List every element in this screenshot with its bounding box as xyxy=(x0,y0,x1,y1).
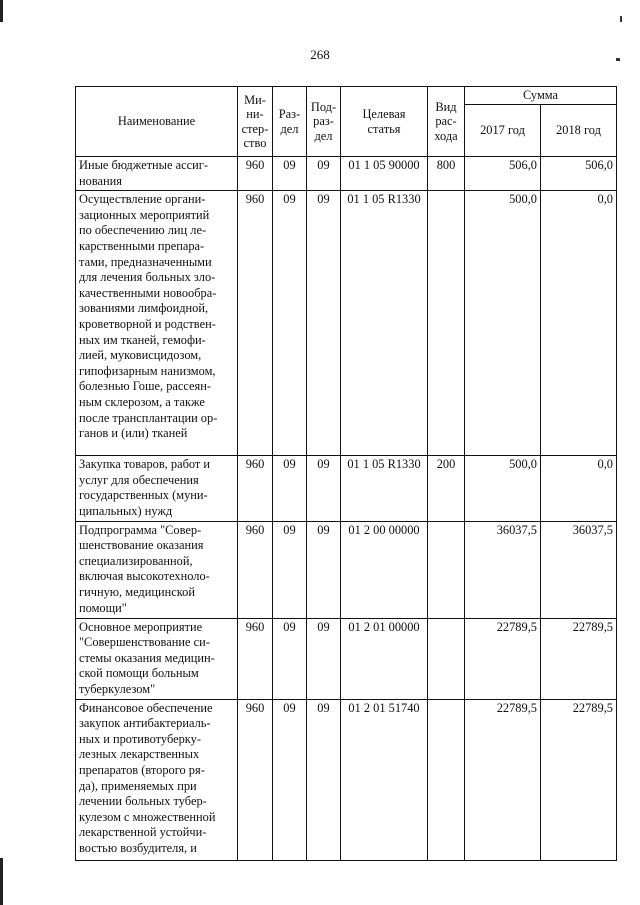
header-section: Раз- дел xyxy=(273,87,307,157)
subsection-cell: 09 xyxy=(307,191,341,456)
ministry-cell: 960 xyxy=(238,618,273,699)
expense-type-cell xyxy=(428,699,465,860)
expense-type-cell xyxy=(428,618,465,699)
expense-type-cell xyxy=(428,521,465,618)
ministry-cell: 960 xyxy=(238,521,273,618)
header-year-2017: 2017 год xyxy=(465,105,541,157)
sum-2018-cell: 22789,5 xyxy=(541,618,617,699)
sum-2017-cell: 22789,5 xyxy=(465,699,541,860)
sum-2017-cell: 500,0 xyxy=(465,191,541,456)
target-article-cell: 01 2 01 00000 xyxy=(341,618,428,699)
subsection-cell: 09 xyxy=(307,456,341,521)
subsection-cell: 09 xyxy=(307,521,341,618)
scan-speck xyxy=(620,16,622,22)
row-name-cell: Закупка товаров, работ и услуг для обеспечения государственных (муни- ципальных) нужд xyxy=(76,456,238,521)
header-subsection: Под- раз- дел xyxy=(307,87,341,157)
table-row xyxy=(76,699,617,860)
section-cell: 09 xyxy=(273,191,307,456)
table-row xyxy=(76,521,617,618)
section-cell: 09 xyxy=(273,521,307,618)
ministry-cell: 960 xyxy=(238,191,273,456)
target-article-cell: 01 1 05 R1330 xyxy=(341,456,428,521)
row-name-cell: Подпрограмма "Совер- шенствование оказания специализированной, включая высокотехноло- гичную, медицинской помощи" xyxy=(76,521,238,618)
subsection-cell: 09 xyxy=(307,699,341,860)
sum-2018-cell: 0,0 xyxy=(541,191,617,456)
sum-2017-cell: 500,0 xyxy=(465,456,541,521)
sum-2018-cell: 36037,5 xyxy=(541,521,617,618)
row-name-cell: Финансовое обеспечение закупок антибактериаль- ных и противотуберку- лезных лекарственных препаратов (второго ря- да), применяемых при лечении больных тубер- кулезом с множественной лекарственной устойчи- востью возбудителя, и xyxy=(76,699,238,860)
table-row xyxy=(76,456,617,521)
target-article-cell: 01 2 01 51740 xyxy=(341,699,428,860)
header-ministry: Ми- ни- стер- ство xyxy=(238,87,273,157)
target-article-cell: 01 1 05 90000 xyxy=(341,157,428,191)
section-cell: 09 xyxy=(273,699,307,860)
expense-type-cell xyxy=(428,191,465,456)
header-sum: Сумма xyxy=(465,87,617,105)
target-article-cell: 01 2 00 00000 xyxy=(341,521,428,618)
table-row xyxy=(76,618,617,699)
row-name-cell: Осуществление органи- зационных мероприятий по обеспечению лиц ле- карственными препара- тами, предназначенными для лечения больных зло- качественными новообра- зованиями лимфоидной, кроветворной и родствен- ных им тканей, гемофи- лией, муковисцидозом, гипофизарным нанизмом, болезнью Гоше, рассеян- ным склерозом, а также после трансплантации ор- ганов и (или) тканей xyxy=(76,191,238,456)
sum-2017-cell: 506,0 xyxy=(465,157,541,191)
row-name-cell: Основное мероприятие "Совершенствование си- стемы оказания медицин- ской помощи больным туберкулезом" xyxy=(76,618,238,699)
header-expense-type: Вид рас- хода xyxy=(428,87,465,157)
ministry-cell: 960 xyxy=(238,157,273,191)
expense-type-cell: 800 xyxy=(428,157,465,191)
budget-table xyxy=(75,86,617,861)
ministry-cell: 960 xyxy=(238,699,273,860)
sum-2018-cell: 22789,5 xyxy=(541,699,617,860)
row-name-cell: Иные бюджетные ассиг- нования xyxy=(76,157,238,191)
sum-2018-cell: 0,0 xyxy=(541,456,617,521)
sum-2017-cell: 36037,5 xyxy=(465,521,541,618)
sum-2017-cell: 22789,5 xyxy=(465,618,541,699)
subsection-cell: 09 xyxy=(307,618,341,699)
scan-edge-mark xyxy=(0,858,3,905)
header-target-article: Целевая статья xyxy=(341,87,428,157)
sum-2018-cell: 506,0 xyxy=(541,157,617,191)
target-article-cell: 01 1 05 R1330 xyxy=(341,191,428,456)
header-year-2018: 2018 год xyxy=(541,105,617,157)
subsection-cell: 09 xyxy=(307,157,341,191)
section-cell: 09 xyxy=(273,456,307,521)
section-cell: 09 xyxy=(273,618,307,699)
table-row xyxy=(76,191,617,456)
header-name: Наименование xyxy=(76,87,238,157)
section-cell: 09 xyxy=(273,157,307,191)
scan-edge-mark xyxy=(0,0,3,22)
page-number: 268 xyxy=(310,47,330,62)
expense-type-cell: 200 xyxy=(428,456,465,521)
table-row xyxy=(76,157,617,191)
ministry-cell: 960 xyxy=(238,456,273,521)
